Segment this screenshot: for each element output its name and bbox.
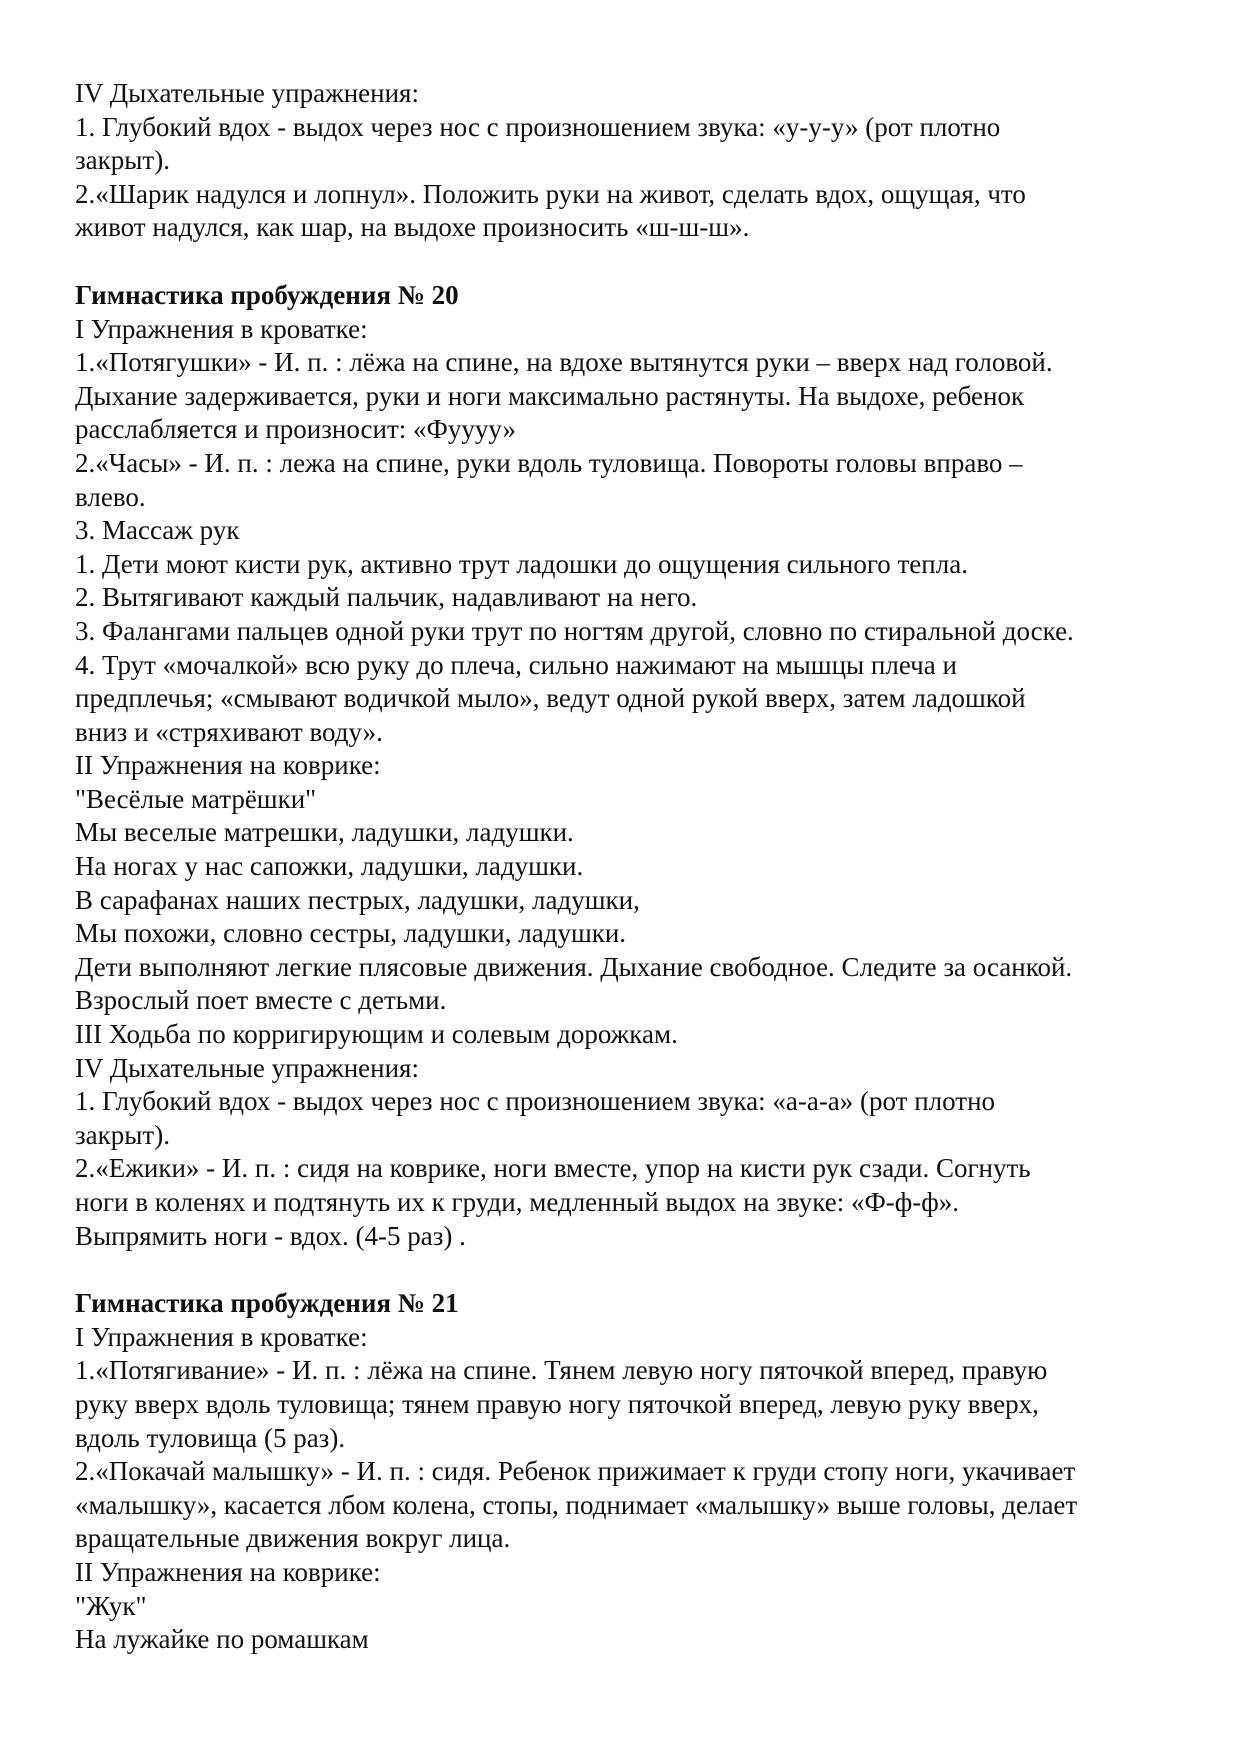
text-line: В сарафанах наших пестрых, ладушки, ладушки, (75, 884, 640, 915)
document-content (75, 77, 1175, 1657)
section-heading: Гимнастика пробуждения № 20 (75, 279, 459, 310)
section-heading: Гимнастика пробуждения № 21 (75, 1288, 459, 1319)
text-line: 2.«Шарик надулся и лопнул». Положить руки на живот, сделать вдох, ощущая, что (75, 178, 1026, 209)
text-line: I Упражнения в кроватке: (75, 1321, 368, 1352)
section-21 (75, 1287, 1175, 1657)
text-line: 1.«Потягивание» - И. п. : лёжа на спине. Тянем левую ногу пяточкой вперед, правую (75, 1355, 1048, 1386)
text-line: 2.«Покачай малышку» - И. п. : сидя. Ребенок прижимает к груди стопу ноги, укачивает (75, 1456, 1076, 1487)
text-line: вниз и «стряхивают воду». (75, 716, 383, 747)
breathing-exercises-block (75, 77, 1175, 245)
text-line: Мы похожи, словно сестры, ладушки, ладушки. (75, 918, 627, 949)
text-line: вращательные движения вокруг лица. (75, 1523, 511, 1554)
text-line: живот надулся, как шар, на выдохе произносить «ш-ш-ш». (75, 212, 750, 243)
text-line: закрыт). (75, 1119, 170, 1150)
text-line: 1. Глубокий вдох - выдох через нос с произношением звука: «а-а-а» (рот плотно (75, 1086, 996, 1117)
text-line: предплечья; «смывают водичкой мыло», ведут одной рукой вверх, затем ладошкой (75, 683, 1026, 714)
text-line: I Упражнения в кроватке: (75, 313, 368, 344)
text-line: III Ходьба по корригирующим и солевым дорожкам. (75, 1019, 678, 1050)
text-line: На ногах у нас сапожки, ладушки, ладушки. (75, 851, 584, 882)
text-line: II Упражнения на коврике: (75, 1556, 381, 1587)
text-line: 4. Трут «мочалкой» всю руку до плеча, сильно нажимают на мышцы плеча и (75, 649, 957, 680)
text-line: 2.«Часы» - И. п. : лежа на спине, руки вдоль туловища. Повороты головы вправо – (75, 447, 1023, 478)
section-20 (75, 279, 1175, 1253)
text-line: вдоль туловища (5 раз). (75, 1422, 346, 1453)
text-line: 2. Вытягивают каждый пальчик, надавливают на него. (75, 582, 698, 613)
text-line: IV Дыхательные упражнения: (75, 78, 419, 108)
text-line: «малышку», касается лбом колена, стопы, поднимает «малышку» выше головы, делает (75, 1489, 1078, 1520)
text-line: 1. Дети моют кисти рук, активно трут ладошки до ощущения сильного тепла. (75, 548, 968, 579)
text-line: Дыхание задерживается, руки и ноги максимально растянуты. На выдохе, ребенок (75, 380, 1025, 411)
text-line: влево. (75, 481, 146, 512)
text-line: "Жук" (75, 1590, 147, 1621)
text-line: 1. Глубокий вдох - выдох через нос с произношением звука: «у-у-у» (рот плотно (75, 111, 1001, 142)
text-line: 3. Фалангами пальцев одной руки трут по ногтям другой, словно по стиральной доске. (75, 615, 1074, 646)
text-line: 1.«Потягушки» - И. п. : лёжа на спине, на вдохе вытянутся руки – вверх над головой. (75, 347, 1053, 378)
text-line: закрыт). (75, 145, 170, 176)
text-line: На лужайке по ромашкам (75, 1624, 369, 1655)
text-line: Дети выполняют легкие плясовые движения. Дыхание свободное. Следите за осанкой. (75, 951, 1073, 982)
text-line: Взрослый поет вместе с детьми. (75, 985, 447, 1016)
text-line: Мы веселые матрешки, ладушки, ладушки. (75, 817, 574, 848)
text-line: руку вверх вдоль туловища; тянем правую ногу пяточкой вперед, левую руку вверх, (75, 1388, 1039, 1419)
text-line: 3. Массаж рук (75, 515, 240, 546)
text-line: расслабляется и произносит: «Фуууу» (75, 414, 517, 445)
text-line: IV Дыхательные упражнения: (75, 1052, 419, 1083)
text-line: 2.«Ежики» - И. п. : сидя на коврике, ноги вместе, упор на кисти рук сзади. Согнуть (75, 1153, 1031, 1184)
text-line: Выпрямить ноги - вдох. (4-5 раз) . (75, 1220, 466, 1251)
text-line: ноги в коленях и подтянуть их к груди, медленный выдох на звуке: «Ф-ф-ф». (75, 1187, 959, 1217)
text-line: "Весёлые матрёшки" (75, 783, 317, 814)
text-line: II Упражнения на коврике: (75, 750, 381, 781)
